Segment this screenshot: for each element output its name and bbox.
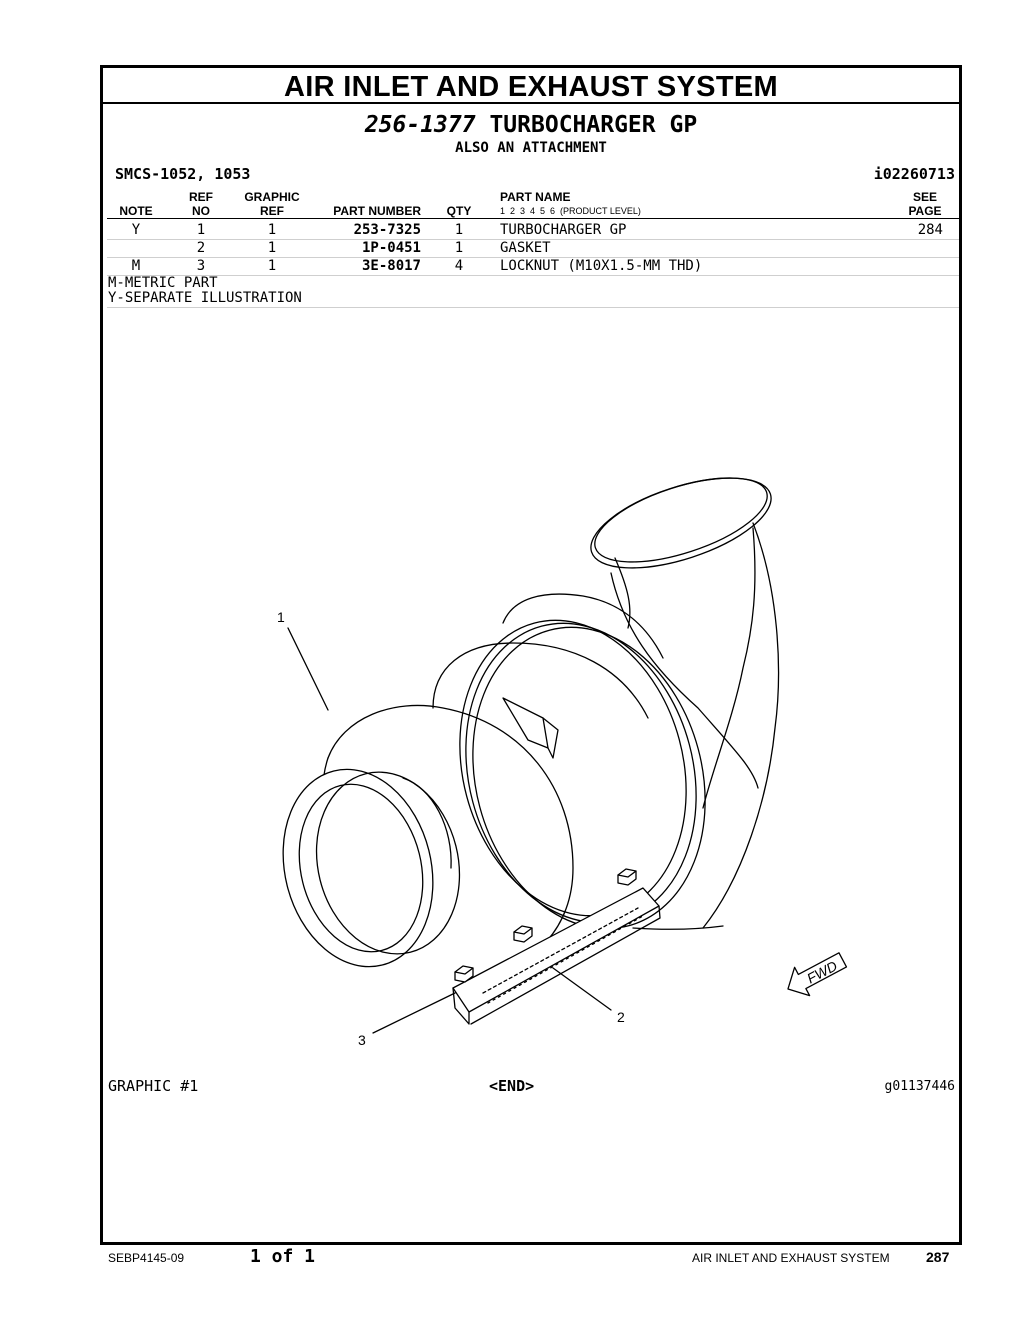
turbocharger-illustration xyxy=(103,68,959,1242)
header-ref-no-line1: REF xyxy=(189,190,213,204)
center-housing xyxy=(428,594,738,955)
callout-3: 3 xyxy=(358,1032,366,1048)
row3-part-number[interactable]: 3E-8017 xyxy=(361,258,421,274)
row2-qty: 1 xyxy=(454,240,464,256)
graphic-number: g01137446 xyxy=(884,1079,955,1094)
header-product-levels: 1 2 3 4 5 6 (PRODUCT LEVEL) xyxy=(500,206,641,216)
footer-doc-number: SEBP4145-09 xyxy=(108,1251,185,1265)
header-see-page-line1: SEE xyxy=(912,190,937,204)
header-see-page-line2: PAGE xyxy=(908,204,942,218)
compressor-housing xyxy=(263,705,573,982)
row3-ref-no: 3 xyxy=(196,258,206,274)
note-separate-illustration: Y-SEPARATE ILLUSTRATION xyxy=(108,290,302,306)
row2-graphic-ref: 1 xyxy=(267,240,277,256)
fwd-arrow-icon xyxy=(780,946,850,1003)
callout-leader-3 xyxy=(373,993,455,1033)
row1-graphic-ref: 1 xyxy=(267,222,277,238)
document-identifier: i02260713 xyxy=(873,165,955,183)
row2-part-number[interactable]: 1P-0451 xyxy=(361,240,421,256)
callout-2: 2 xyxy=(617,1009,625,1025)
header-part-name: PART NAME xyxy=(500,190,571,204)
callout-leader-2 xyxy=(553,968,611,1010)
group-subtitle: ALSO AN ATTACHMENT xyxy=(455,140,607,156)
row3-note: M xyxy=(131,258,141,274)
footer-section: AIR INLET AND EXHAUST SYSTEM xyxy=(692,1251,890,1265)
row2-ref-no: 2 xyxy=(196,240,206,256)
callout-1: 1 xyxy=(277,609,285,625)
header-qty: QTY xyxy=(446,204,472,218)
outlet-elbow xyxy=(580,460,781,930)
group-name: TURBOCHARGER GP xyxy=(489,112,698,138)
row1-part-number[interactable]: 253-7325 xyxy=(353,222,421,238)
row1-see-page[interactable]: 284 xyxy=(917,222,943,238)
row3-part-name: LOCKNUT (M10X1.5-MM THD) xyxy=(500,258,703,274)
header-ref-no-line2: NO xyxy=(192,204,210,218)
header-note: NOTE xyxy=(119,204,153,218)
header-graphic-ref-line1: GRAPHIC xyxy=(244,190,300,204)
fwd-label: FWD xyxy=(804,957,840,987)
footer-page-number: 287 xyxy=(926,1249,950,1265)
row2-part-name: GASKET xyxy=(500,240,551,256)
callout-leader-1 xyxy=(288,628,328,710)
header-part-number: PART NUMBER xyxy=(333,204,421,218)
note-metric: M-METRIC PART xyxy=(108,275,218,291)
row3-qty: 4 xyxy=(454,258,464,274)
row1-note: Y xyxy=(131,222,141,238)
smcs-codes: SMCS-1052, 1053 xyxy=(115,165,251,183)
graphic-label: GRAPHIC #1 xyxy=(108,1077,199,1095)
row1-part-name: TURBOCHARGER GP xyxy=(500,222,627,238)
page-frame xyxy=(100,65,962,1245)
row1-ref-no: 1 xyxy=(196,222,206,238)
row1-qty: 1 xyxy=(454,222,464,238)
section-title: AIR INLET AND EXHAUST SYSTEM xyxy=(103,68,959,104)
footer-page-of: 1 of 1 xyxy=(250,1246,316,1267)
header-graphic-ref-line2: REF xyxy=(260,204,284,218)
row3-graphic-ref: 1 xyxy=(267,258,277,274)
group-number[interactable]: 256-1377 xyxy=(364,112,476,138)
end-label: <END> xyxy=(489,1077,535,1095)
